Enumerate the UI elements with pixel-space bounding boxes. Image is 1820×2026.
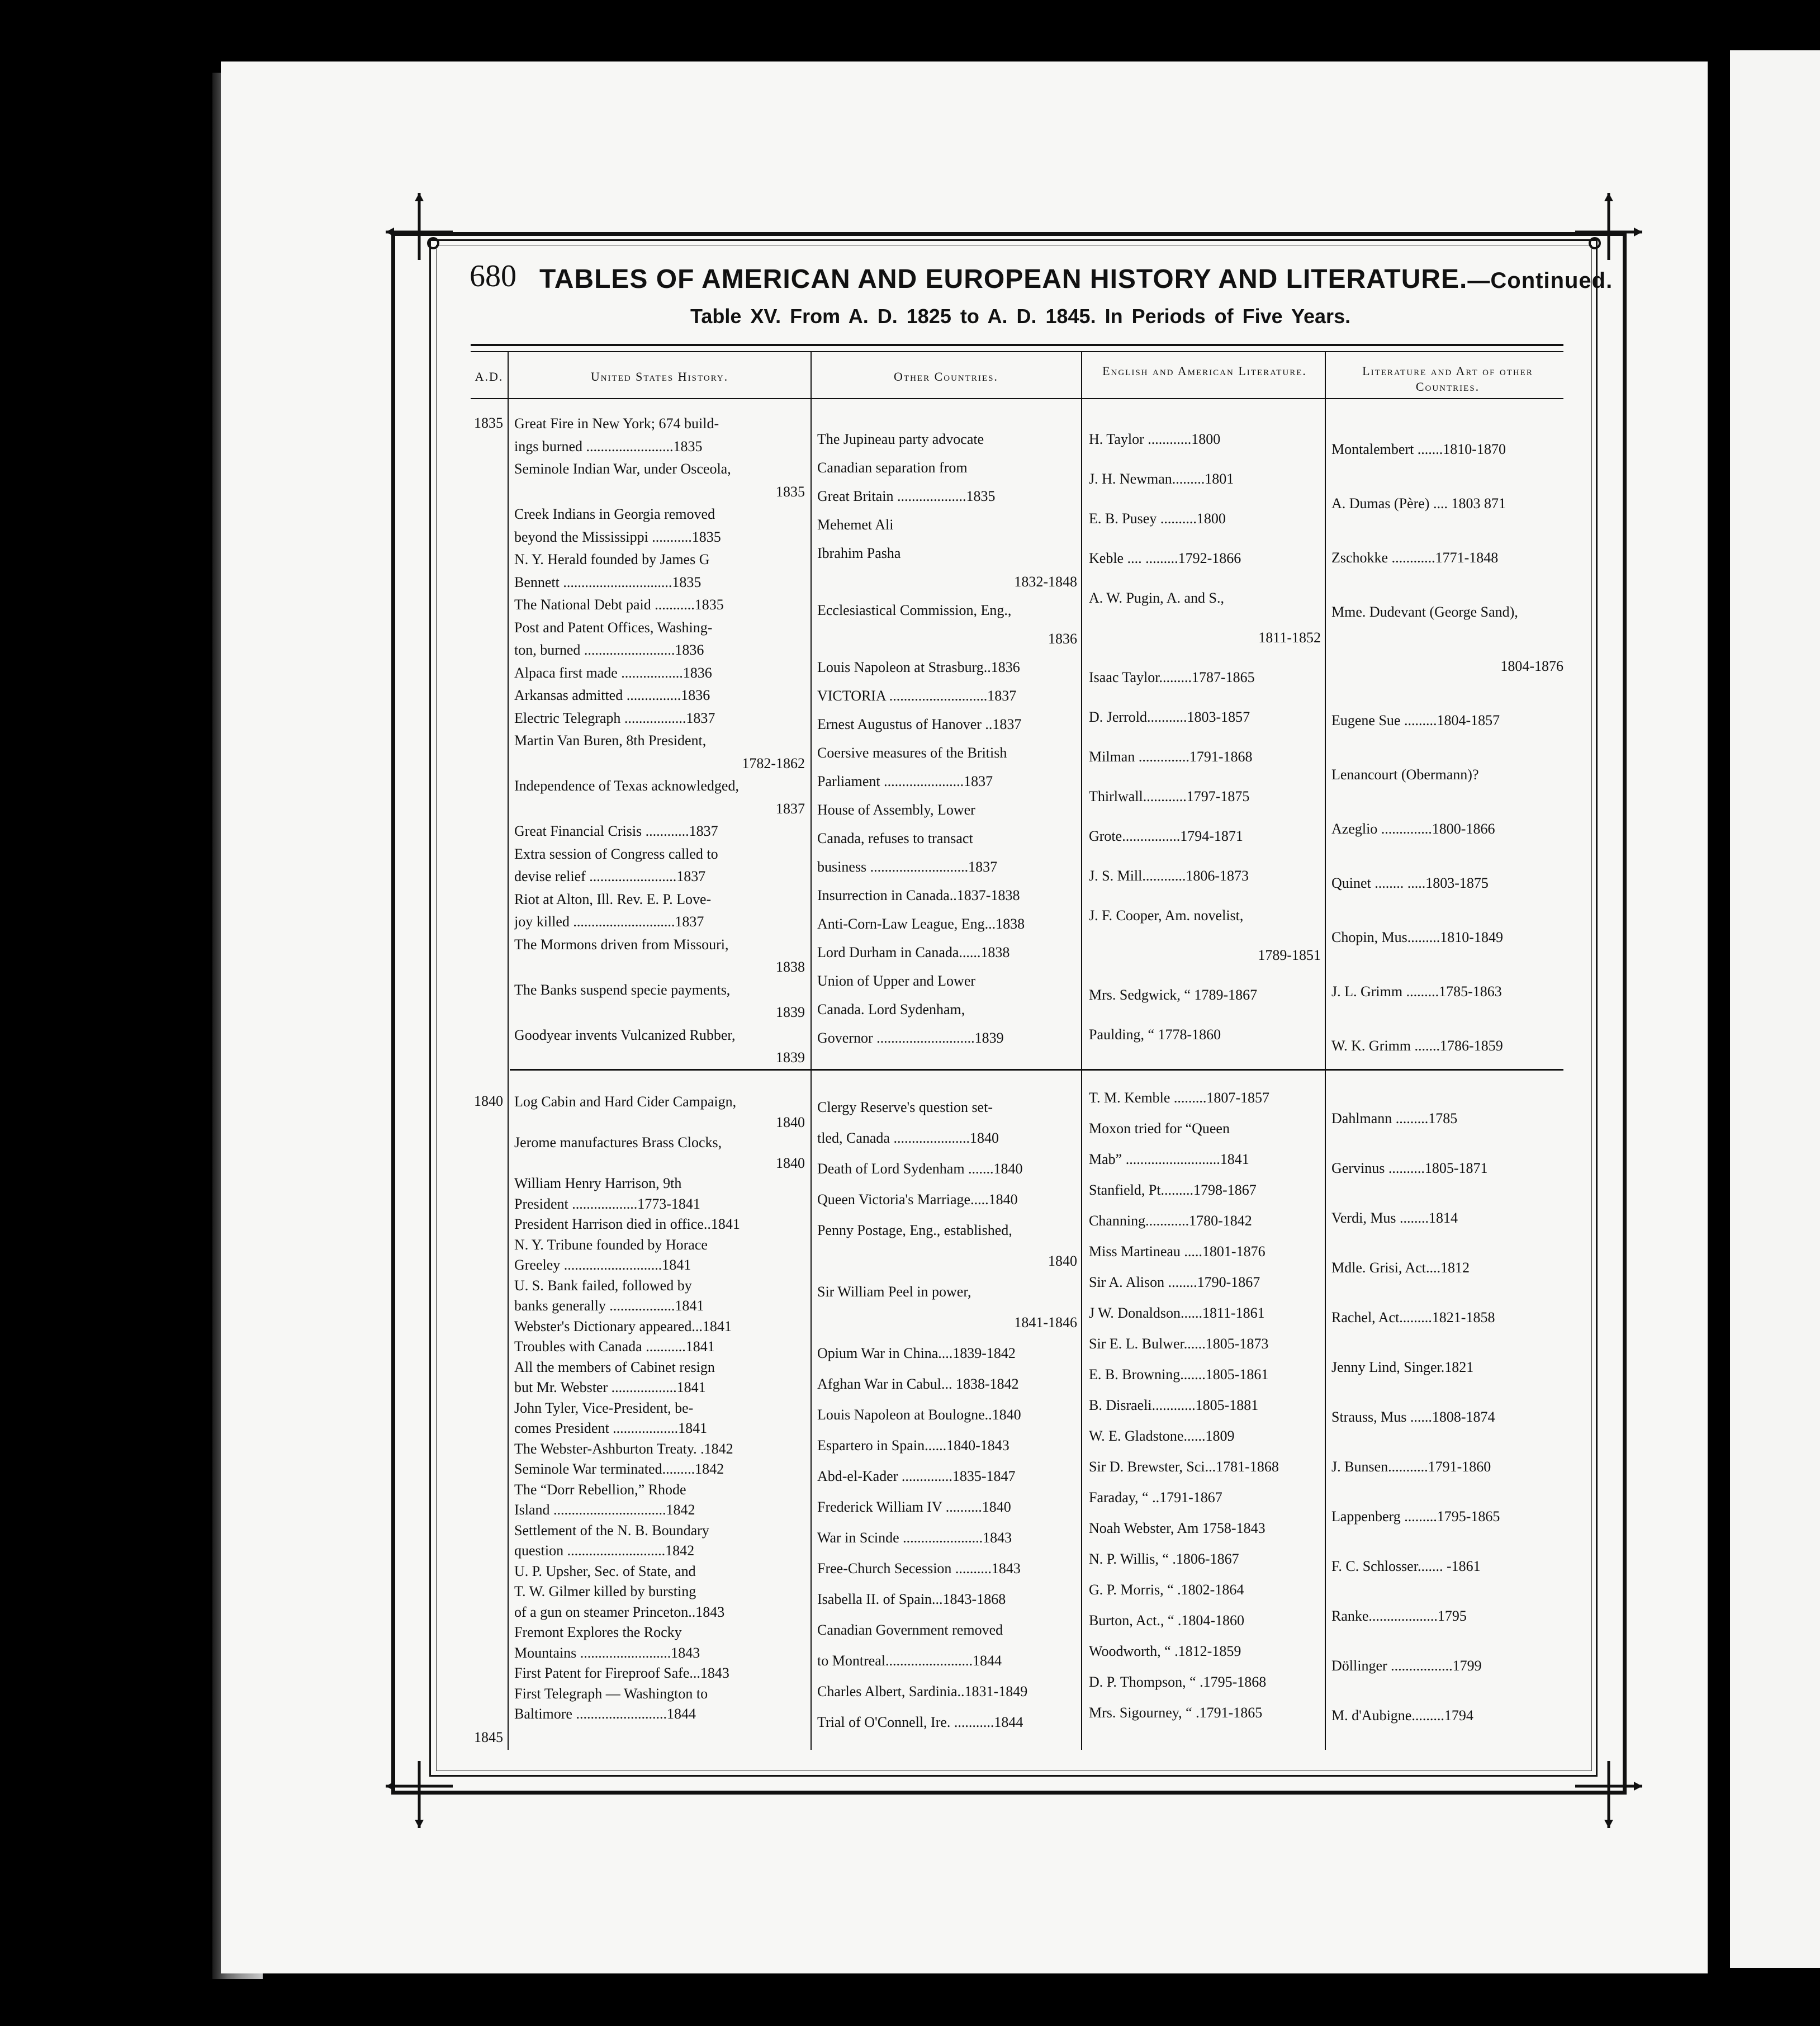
table-entry-line: Burton, Act., “ .1804-1860 <box>1089 1612 1245 1629</box>
corner-ornament-icon <box>386 193 453 260</box>
table-entry-line: Ibrahim Pasha <box>817 545 901 561</box>
table-entry-line: 1840 <box>1048 1253 1077 1269</box>
table-entry-line: Keble .... .........1792-1866 <box>1089 550 1241 566</box>
table-entry-line: N. Y. Herald founded by James G <box>514 551 710 567</box>
table-entry-line: Canada, refuses to transact <box>817 830 973 846</box>
table-entry-line: First Telegraph — Washington to <box>514 1685 708 1702</box>
table-entry-line: Azeglio ..............1800-1866 <box>1331 821 1495 837</box>
table-entry-line: Alpaca first made .................1836 <box>514 664 712 681</box>
table-entry-line: M. d'Aubigne.........1794 <box>1331 1707 1473 1724</box>
table-entry-line: Goodyear invents Vulcanized Rubber, <box>514 1026 736 1043</box>
column-header-foreign-literature: Literature and Art of other Countries. <box>1362 364 1533 394</box>
table-entry-line: Mdle. Grisi, Act....1812 <box>1331 1260 1470 1276</box>
table-entry-line: A. W. Pugin, A. and S., <box>1089 590 1224 606</box>
table-entry-line: VICTORIA ...........................1837 <box>817 688 1017 704</box>
table-entry-line: T. W. Gilmer killed by bursting <box>514 1583 696 1599</box>
table-entry-line: House of Assembly, Lower <box>817 802 975 818</box>
period-year: 1840 <box>474 1093 503 1109</box>
table-entry-line: Strauss, Mus ......1808-1874 <box>1331 1409 1495 1425</box>
table-entry-line: ings burned ........................1835 <box>514 438 703 455</box>
table-entry-line: E. B. Pusey ..........1800 <box>1089 510 1226 527</box>
table-entry-line: 1811-1852 <box>1258 629 1321 646</box>
table-entry-line: Arkansas admitted ...............1836 <box>514 687 710 703</box>
table-entry-line: D. P. Thompson, “ .1795-1868 <box>1089 1674 1267 1690</box>
table-entry-line: U. P. Upsher, Sec. of State, and <box>514 1563 696 1579</box>
table-entry-line: Isaac Taylor.........1787-1865 <box>1089 669 1255 685</box>
table-entry-line: Milman ..............1791-1868 <box>1089 749 1253 765</box>
table-entry-line: 1841-1846 <box>1014 1314 1077 1331</box>
period-year-end: 1845 <box>474 1729 503 1745</box>
column-header-ad: A.D. <box>475 370 504 384</box>
table-entry-line: Zschokke ............1771-1848 <box>1331 550 1499 566</box>
table-entry-line: Jerome manufactures Brass Clocks, <box>514 1134 722 1151</box>
column-header-us-history: United States History. <box>590 370 729 384</box>
table-entry-line: Bennett ..............................1835 <box>514 574 702 590</box>
corner-ornament-icon <box>1575 1761 1642 1828</box>
table-entry-line: Martin Van Buren, 8th President, <box>514 732 707 749</box>
table-entry-line: Ernest Augustus of Hanover ..1837 <box>817 716 1022 732</box>
table-entry-line: Eugene Sue .........1804-1857 <box>1331 712 1500 728</box>
table-entry-line: Sir D. Brewster, Sci...1781-1868 <box>1089 1459 1279 1475</box>
table-entry-line: W. E. Gladstone......1809 <box>1089 1428 1235 1444</box>
table-entry-line: Mehemet Ali <box>817 517 894 533</box>
table-entry-line: J W. Donaldson......1811-1861 <box>1089 1305 1265 1321</box>
header-rule <box>471 344 1563 346</box>
table-entry-line: Lappenberg .........1795-1865 <box>1331 1508 1500 1525</box>
table-entry-line: Mab” ..........................1841 <box>1089 1151 1249 1167</box>
table-entry-line: W. K. Grimm .......1786-1859 <box>1331 1038 1503 1054</box>
table-entry-line: 1838 <box>776 959 805 975</box>
table-entry-line: Great Fire in New York; 674 build- <box>514 415 719 432</box>
table-entry-line: comes President ..................1841 <box>514 1420 708 1436</box>
column-header-english-literature: English and American Literature. <box>1102 364 1307 378</box>
table-entry-line: Great Financial Crisis ............1837 <box>514 823 718 839</box>
table-entry-line: devise relief ........................1837 <box>514 868 706 884</box>
table-entry-line: Thirlwall............1797-1875 <box>1089 788 1250 804</box>
column-rule <box>811 351 812 1750</box>
table-entry-line: Greeley ...........................1841 <box>514 1257 691 1273</box>
table-entry-line: Baltimore .........................1844 <box>514 1706 696 1722</box>
table-entry-line: Mountains .........................1843 <box>514 1644 700 1661</box>
table-entry-line: Gervinus ..........1805-1871 <box>1331 1160 1488 1176</box>
table-entry-line: Faraday, “ ..1791-1867 <box>1089 1489 1222 1506</box>
header-rule <box>471 351 1563 352</box>
table-entry-line: Canada. Lord Sydenham, <box>817 1001 965 1017</box>
table-entry-line: Lenancourt (Obermann)? <box>1331 766 1479 783</box>
table-entry-line: N. P. Willis, “ .1806-1867 <box>1089 1551 1239 1567</box>
table-entry-line: N. Y. Tribune founded by Horace <box>514 1236 708 1253</box>
table-entry-line: Moxon tried for “Queen <box>1089 1120 1230 1137</box>
table-entry-line: The Banks suspend specie payments, <box>514 981 731 998</box>
table-entry-line: Penny Postage, Eng., established, <box>817 1222 1012 1238</box>
table-subtitle: Table XV. From A. D. 1825 to A. D. 1845. In Periods of Five Years. <box>690 305 1351 328</box>
table-entry-line: Island ...............................1842 <box>514 1502 695 1518</box>
table-entry-line: 1837 <box>776 800 805 817</box>
table-entry-line: Döllinger .................1799 <box>1331 1658 1482 1674</box>
table-entry-line: Settlement of the N. B. Boundary <box>514 1522 709 1539</box>
column-rule <box>508 351 509 1750</box>
column-rule <box>1081 351 1082 1750</box>
table-entry-line: Canadian separation from <box>817 460 968 476</box>
table-entry-line: banks generally ..................1841 <box>514 1298 704 1314</box>
table-entry-line: Channing............1780-1842 <box>1089 1213 1252 1229</box>
table-entry-line: Mme. Dudevant (George Sand), <box>1331 604 1518 620</box>
table-entry-line: Frederick William IV ..........1840 <box>817 1499 1011 1515</box>
page-title <box>539 264 1613 295</box>
table-entry-line: 1836 <box>1048 631 1077 647</box>
corner-ornament-icon <box>1575 193 1642 260</box>
table-entry-line: Ecclesiastical Commission, Eng., <box>817 602 1012 618</box>
table-entry-line: Jenny Lind, Singer.1821 <box>1331 1359 1474 1375</box>
table-entry-line: Governor ...........................1839 <box>817 1030 1004 1046</box>
table-entry-line: Abd-el-Kader ..............1835-1847 <box>817 1468 1016 1484</box>
table-entry-line: Log Cabin and Hard Cider Campaign, <box>514 1094 737 1110</box>
table-entry-line: Dahlmann .........1785 <box>1331 1110 1458 1126</box>
table-entry-line: President ..................1773-1841 <box>514 1195 700 1212</box>
table-entry-line: Insurrection in Canada..1837-1838 <box>817 887 1020 903</box>
table-entry-line: Sir William Peel in power, <box>817 1284 971 1300</box>
table-entry-line: Isabella II. of Spain...1843-1868 <box>817 1591 1006 1607</box>
table-entry-line: G. P. Morris, “ .1802-1864 <box>1089 1582 1244 1598</box>
table-entry-line: J. H. Newman.........1801 <box>1089 471 1234 487</box>
column-rule <box>1325 351 1326 1750</box>
table-entry-line: Seminole Indian War, under Osceola, <box>514 461 731 477</box>
table-entry-line: The “Dorr Rebellion,” Rhode <box>514 1481 686 1498</box>
table-entry-line: Montalembert .......1810-1870 <box>1331 441 1506 457</box>
table-entry-line: Rachel, Act.........1821-1858 <box>1331 1309 1495 1326</box>
table-entry-line: Riot at Alton, Ill. Rev. E. P. Love- <box>514 891 712 907</box>
table-entry-line: 1839 <box>776 1049 805 1066</box>
title-text: TABLES OF AMERICAN AND EUROPEAN HISTORY AND LITERATURE. <box>539 264 1468 294</box>
table-entry-line: Coersive measures of the British <box>817 745 1007 761</box>
table-entry-line: Louis Napoleon at Strasburg..1836 <box>817 659 1020 675</box>
table-entry-line: beyond the Mississippi ...........1835 <box>514 528 721 545</box>
table-entry-line: Noah Webster, Am 1758-1843 <box>1089 1520 1266 1536</box>
table-entry-line: Independence of Texas acknowledged, <box>514 778 739 794</box>
table-entry-line: Creek Indians in Georgia removed <box>514 506 715 522</box>
table-entry-line: Woodworth, “ .1812-1859 <box>1089 1643 1241 1659</box>
table-entry-line: Clergy Reserve's question set- <box>817 1099 993 1115</box>
table-entry-line: War in Scinde ......................1843 <box>817 1530 1012 1546</box>
table-entry-line: Miss Martineau .....1801-1876 <box>1089 1243 1266 1260</box>
table-entry-line: 1804-1876 <box>1500 658 1563 674</box>
table-entry-line: Chopin, Mus.........1810-1849 <box>1331 929 1503 945</box>
table-entry-line: question ...........................1842 <box>514 1542 695 1559</box>
table-entry-line: 1832-1848 <box>1014 574 1077 590</box>
table-entry-line: B. Disraeli............1805-1881 <box>1089 1397 1259 1413</box>
table-entry-line: to Montreal........................1844 <box>817 1653 1002 1669</box>
table-entry-line: Post and Patent Offices, Washing- <box>514 619 713 636</box>
table-entry-line: joy killed ............................1837 <box>514 913 704 930</box>
table-entry-line: The Mormons driven from Missouri, <box>514 936 729 953</box>
table-entry-line: All the members of Cabinet resign <box>514 1358 715 1375</box>
table-entry-line: H. Taylor ............1800 <box>1089 431 1221 447</box>
table-entry-line: Extra session of Congress called to <box>514 845 718 862</box>
table-entry-line: T. M. Kemble .........1807-1857 <box>1089 1090 1270 1106</box>
table-entry-line: Mrs. Sedgwick, “ 1789-1867 <box>1089 987 1258 1003</box>
table-entry-line: Quinet ........ .....1803-1875 <box>1331 875 1489 891</box>
table-entry-line: Great Britain ...................1835 <box>817 488 996 504</box>
corner-ornament-icon <box>386 1761 453 1828</box>
table-entry-line: Opium War in China....1839-1842 <box>817 1345 1016 1361</box>
table-entry-line: The National Debt paid ...........1835 <box>514 597 724 613</box>
table-entry-line: Grote................1794-1871 <box>1089 828 1243 844</box>
table-entry-line: D. Jerrold...........1803-1857 <box>1089 709 1250 725</box>
table-entry-line: Canadian Government removed <box>817 1622 1003 1638</box>
table-entry-line: Union of Upper and Lower <box>817 973 976 989</box>
column-header-other-countries: Other Countries. <box>894 370 998 384</box>
table-entry-line: business ...........................1837 <box>817 859 998 875</box>
table-entry-line: William Henry Harrison, 9th <box>514 1175 682 1191</box>
table-entry-line: Afghan War in Cabul... 1838-1842 <box>817 1376 1019 1392</box>
table-entry-line: F. C. Schlosser....... -1861 <box>1331 1558 1481 1574</box>
table-entry-line: Paulding, “ 1778-1860 <box>1089 1026 1221 1043</box>
table-entry-line: J. L. Grimm .........1785-1863 <box>1331 983 1502 1000</box>
table-entry-line: Trial of O'Connell, Ire. ...........1844 <box>817 1714 1023 1730</box>
table-entry-line: Queen Victoria's Marriage.....1840 <box>817 1191 1018 1208</box>
table-entry-line: Stanfield, Pt.........1798-1867 <box>1089 1182 1257 1198</box>
table-entry-line: Anti-Corn-Law League, Eng...1838 <box>817 916 1025 932</box>
table-entry-line: of a gun on steamer Princeton..1843 <box>514 1603 725 1620</box>
table-entry-line: 1782-1862 <box>742 755 805 771</box>
table-entry-line: 1840 <box>776 1114 805 1130</box>
table-entry-line: The Webster-Ashburton Treaty. .1842 <box>514 1440 733 1457</box>
period-divider <box>510 1069 1563 1071</box>
column-header-rule <box>471 398 1563 399</box>
table-entry-line: Verdi, Mus ........1814 <box>1331 1210 1458 1226</box>
table-entry-line: tled, Canada .....................1840 <box>817 1130 999 1146</box>
table-entry-line: J. F. Cooper, Am. novelist, <box>1089 907 1244 924</box>
facing-page-edge <box>1730 50 1820 1968</box>
table-entry-line: Mrs. Sigourney, “ .1791-1865 <box>1089 1705 1263 1721</box>
table-entry-line: 1840 <box>776 1154 805 1171</box>
table-entry-line: Webster's Dictionary appeared...1841 <box>514 1318 732 1334</box>
table-entry-line: Sir E. L. Bulwer......1805-1873 <box>1089 1336 1269 1352</box>
table-entry-line: J. S. Mill............1806-1873 <box>1089 868 1249 884</box>
table-entry-line: Ranke...................1795 <box>1331 1608 1467 1624</box>
table-entry-line: Parliament ......................1837 <box>817 773 993 789</box>
table-entry-line: ton, burned .........................1836 <box>514 642 704 658</box>
table-entry-line: Free-Church Secession ..........1843 <box>817 1560 1021 1577</box>
table-entry-line: U. S. Bank failed, followed by <box>514 1277 692 1294</box>
table-entry-line: Charles Albert, Sardinia..1831-1849 <box>817 1683 1028 1700</box>
table-entry-line: Death of Lord Sydenham .......1840 <box>817 1161 1023 1177</box>
period-year: 1835 <box>474 415 503 431</box>
title-continued: —Continued. <box>1467 268 1613 293</box>
table-entry-line: Seminole War terminated.........1842 <box>514 1461 724 1477</box>
table-entry-line: First Patent for Fireproof Safe...1843 <box>514 1665 729 1681</box>
table-entry-line: but Mr. Webster ..................1841 <box>514 1379 706 1395</box>
table-entry-line: A. Dumas (Père) .... 1803 871 <box>1331 495 1506 512</box>
page-number: 680 <box>470 259 516 294</box>
table-entry-line: Troubles with Canada ...........1841 <box>514 1338 715 1355</box>
table-entry-line: President Harrison died in office..1841 <box>514 1216 740 1232</box>
table-entry-line: 1835 <box>776 483 805 500</box>
table-entry-line: Electric Telegraph .................1837 <box>514 709 715 726</box>
table-entry-line: E. B. Browning.......1805-1861 <box>1089 1366 1269 1383</box>
table-entry-line: Sir A. Alison ........1790-1867 <box>1089 1274 1260 1290</box>
table-entry-line: Louis Napoleon at Boulogne..1840 <box>817 1407 1021 1423</box>
table-entry-line: J. Bunsen...........1791-1860 <box>1331 1459 1491 1475</box>
table-entry-line: Fremont Explores the Rocky <box>514 1624 682 1640</box>
table-entry-line: The Jupineau party advocate <box>817 431 984 447</box>
table-entry-line: Espartero in Spain......1840-1843 <box>817 1437 1009 1454</box>
table-entry-line: Lord Durham in Canada......1838 <box>817 944 1010 960</box>
table-entry-line: 1789-1851 <box>1258 947 1321 963</box>
table-entry-line: 1839 <box>776 1004 805 1020</box>
table-entry-line: John Tyler, Vice-President, be- <box>514 1399 694 1416</box>
